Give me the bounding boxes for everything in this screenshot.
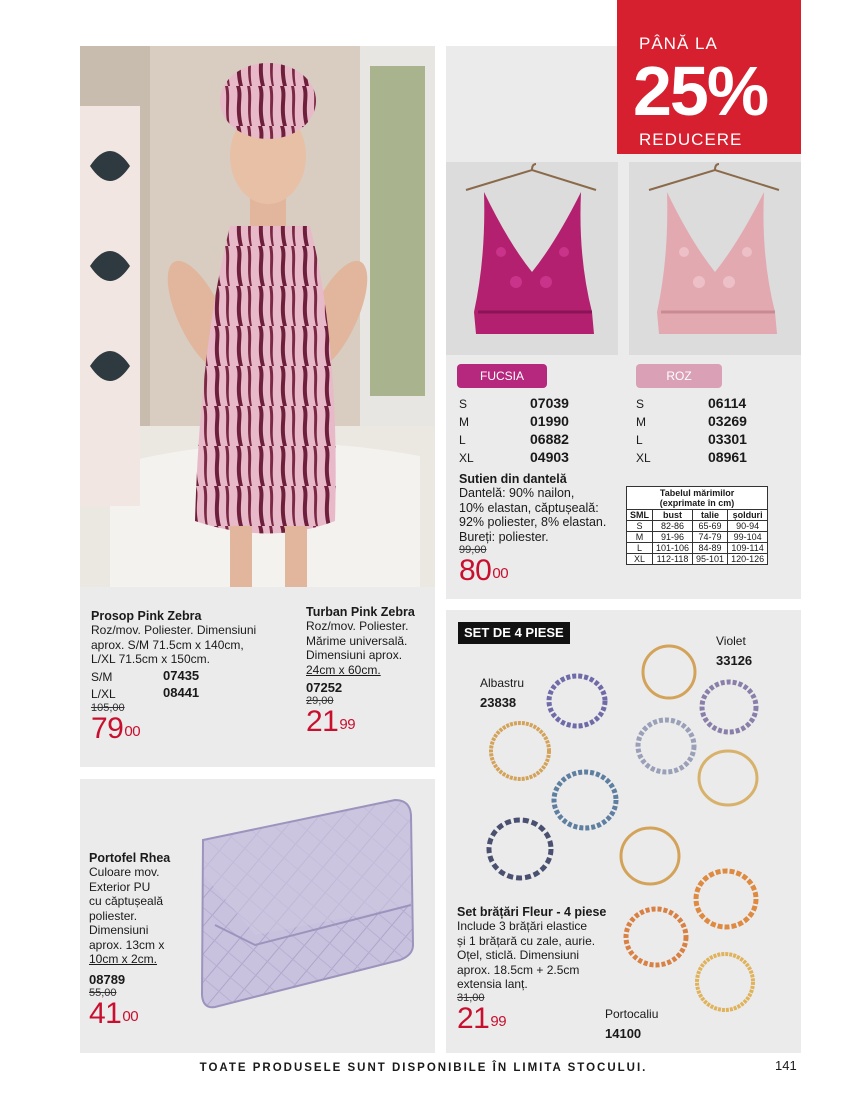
size-row: S 07039 <box>459 395 569 411</box>
bracelet-variant-portocaliu: Portocaliu 14100 <box>605 1007 659 1041</box>
wallet-price: $41^{00}$ <box>89 996 139 1030</box>
turban-code: 07252 <box>306 680 343 695</box>
towel-photo <box>80 46 435 587</box>
bracelet-variant-violet: Violet 33126 <box>716 634 753 668</box>
towel-variant-row: L/XL 08441 <box>91 684 200 701</box>
promo-bottom: REDUCERE <box>639 130 743 149</box>
towel-old-price: 105,00 <box>91 701 125 714</box>
towel-code: 08441 <box>163 684 200 700</box>
wallet-old-price: 55,00 <box>89 986 117 999</box>
table-row: XL 112-118 95-101 120-126 <box>627 554 768 565</box>
size-row: S 06114 <box>636 395 747 411</box>
set-badge: SET DE 4 PIESE <box>458 622 570 644</box>
bracelets-price: $21^{99}$ <box>457 1001 507 1035</box>
table-row: M 91-96 74-79 99-104 <box>627 532 768 543</box>
bra-old-price: 99,00 <box>459 544 487 556</box>
color-pill-roz[interactable]: ROZ <box>636 364 722 388</box>
bra-desc: Dantelă: 90% nailon, 10% elastan, căptușeală: 92% poliester, 8% elastan. Bureți: poliester. <box>459 486 607 544</box>
size-row: L 06882 <box>459 431 569 447</box>
table-row: S 82-86 65-69 90-94 <box>627 521 768 532</box>
bra-price: $80^{00}$ <box>459 554 509 587</box>
towel-price: $79^{00}$ <box>91 711 141 745</box>
wallet-photo <box>195 795 420 1010</box>
footer-disclaimer: TOATE PRODUSELE SUNT DISPONIBILE ÎN LIMITA STOCULUI. <box>199 1062 648 1074</box>
size-row: M 01990 <box>459 413 569 429</box>
size-row: XL 04903 <box>459 449 569 465</box>
towel-info <box>91 609 301 744</box>
wallet-info <box>89 851 199 1029</box>
bracelets-old-price: 31,00 <box>457 991 485 1004</box>
size-row: M 03269 <box>636 413 747 429</box>
promo-top: PÂNĂ LA <box>639 34 718 53</box>
towel-desc: Roz/mov. Poliester. Dimensiuni aprox. S/M 71.5cm x 140cm, L/XL 71.5cm x 150cm. <box>91 623 257 666</box>
size-row: L 03301 <box>636 431 747 447</box>
table-row: L 101-106 84-89 109-114 <box>627 543 768 554</box>
towel-code: 07435 <box>163 667 200 683</box>
turban-price: $21^{99}$ <box>306 705 356 738</box>
promo-value: 25% <box>633 52 768 130</box>
wallet-desc: Culoare mov. Exterior PU cu căptușeală poliester. Dimensiuni aprox. 13cm x 10cm x 2cm. <box>89 865 165 966</box>
towel-variant-row: S/M 07435 <box>91 667 200 684</box>
promo-badge <box>617 0 801 154</box>
towel-name: Prosop Pink Zebra <box>91 609 202 623</box>
size-table: Tabelul mărimilor (exprimate în cm) SML bust talie șolduri S 82-86 65-69 90-94 M 91-96 74-79 99-104 L 101-106 84-89 109-114 XL 112-118 95-101 120-126 <box>626 486 768 565</box>
bra-info <box>459 472 624 586</box>
bracelets-name: Set brățări Fleur - 4 piese <box>457 905 607 919</box>
wallet-name: Portofel Rhea <box>89 851 171 865</box>
bracelets-desc: Include 3 brățări elastice și 1 brățară cu zale, aurie. Oțel, sticlă. Dimensiuni aprox. 18.5cm + 2.5cm extensia lanț. <box>457 919 596 991</box>
page-number: 141 <box>775 1058 797 1073</box>
size-row: XL 08961 <box>636 449 747 465</box>
bracelets-info <box>457 905 627 1034</box>
bra-roz-photo <box>629 162 801 355</box>
turban-desc: Roz/mov. Poliester. Mărime universală. Dimensiuni aprox. 24cm x 60cm. <box>306 619 409 677</box>
bra-name: Sutien din dantelă <box>459 472 567 486</box>
bracelet-variant-albastru: Albastru 23838 <box>480 676 525 710</box>
bra-fucsia-photo <box>446 162 618 355</box>
size-table-header: SML bust talie șolduri <box>627 510 768 521</box>
roz-size-list <box>636 395 766 467</box>
turban-info <box>306 605 431 737</box>
color-pill-fucsia[interactable]: FUCSIA <box>457 364 547 388</box>
turban-name: Turban Pink Zebra <box>306 605 415 619</box>
turban-old-price: 29,00 <box>306 695 334 707</box>
fucsia-size-list <box>459 395 589 467</box>
wallet-code: 08789 <box>89 971 126 987</box>
